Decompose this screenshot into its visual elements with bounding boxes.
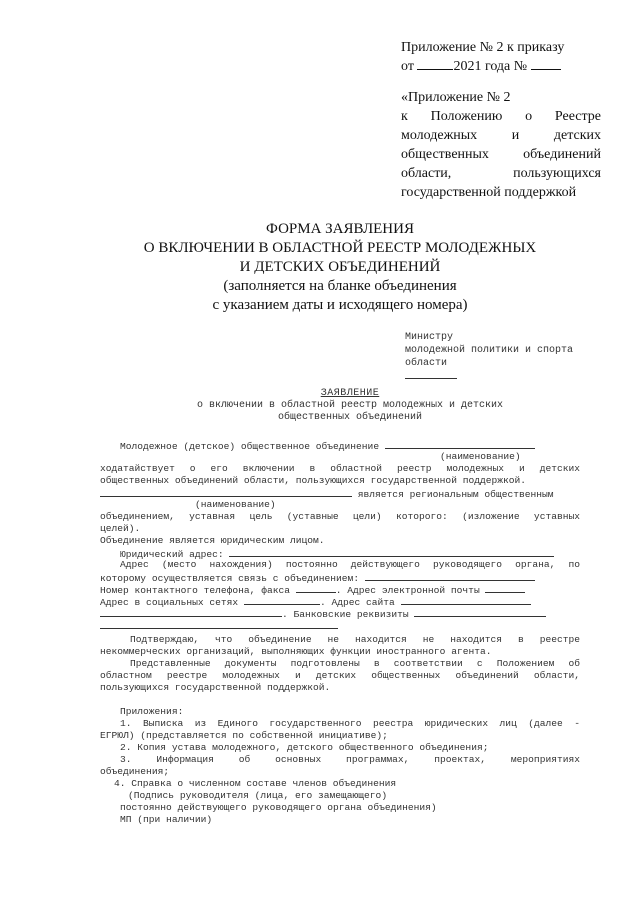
appendix-line1: Приложение № 2 к приказу <box>401 40 565 55</box>
statement-sub-2: общественных объединений <box>277 412 423 423</box>
signature-line-1: (Подпись руководителя (лица, его замещающего) <box>128 790 388 801</box>
title-line-4: (заполняется на бланке объединения <box>223 278 457 294</box>
ref-line-6: государственной поддержкой <box>401 185 577 200</box>
title-line-2: О ВКЛЮЧЕНИИ В ОБЛАСТНОЙ РЕЕСТР МОЛОДЕЖНЫХ <box>143 240 537 256</box>
addressee <box>405 331 573 379</box>
appendix-reference <box>401 88 601 202</box>
confirm-line-2: некоммерческих организаций, выполняющих функции иностранного агента. <box>100 646 492 657</box>
addressee-line-1: Министру <box>405 332 454 343</box>
appendix-line2: от 2021 года № <box>401 57 564 76</box>
ref-line-5: области, пользующихся <box>401 166 601 181</box>
ref-line-1: «Приложение № 2 <box>401 90 511 105</box>
body-line-12: Адрес в социальных сетях . Адрес сайта <box>100 595 580 609</box>
docs-line-2: областном реестре молодежных и детских общественных объединений области, <box>100 670 580 681</box>
website-blank <box>401 595 531 605</box>
attachment-3-line-2: объединения; <box>100 766 170 777</box>
body-line-9: Адрес (место нахождения) постоянно действующего руководящего органа, по <box>120 559 580 570</box>
body-line-3: общественных объединений области, пользующихся государственной поддержкой. <box>100 475 527 486</box>
form-title <box>120 220 560 315</box>
body-line-4: является региональным общественным <box>100 487 580 501</box>
org-name-blank <box>385 439 535 449</box>
docs-line-1: Представленные документы подготовлены в соответствии с Положением об <box>130 658 580 669</box>
body-line-8: Юридический адрес: <box>120 547 580 561</box>
attachment-2: 2. Копия устава молодежного, детского общественного объединения; <box>120 742 489 753</box>
date-blank <box>417 69 453 70</box>
statement-heading <box>150 388 550 424</box>
bank-blank-3 <box>100 619 338 629</box>
statement-title: ЗАЯВЛЕНИЕ <box>320 388 380 399</box>
title-line-3: И ДЕТСКИХ ОБЪЕДИНЕНИЙ <box>239 259 441 275</box>
addressee-blank <box>405 370 457 379</box>
phone-blank <box>296 583 336 593</box>
confirm-line-1: Подтверждаю, что объединение не находится не находится в реестре <box>130 634 580 645</box>
body-line-2: ходатайствует о его включении в областной реестр молодежных и детских <box>100 463 580 474</box>
attachment-1-line-2: ЕГРЮЛ) (представляется по собственной инициативе); <box>100 730 388 741</box>
attachment-1-line-1: 1. Выписка из Единого государственного реестра юридических лиц (далее - <box>120 718 580 729</box>
org-name-note: (наименование) <box>440 451 521 462</box>
email-blank <box>485 583 525 593</box>
attachment-4: 4. Справка о численном составе членов объединения <box>114 778 397 789</box>
body-line-6: целей). <box>100 523 141 534</box>
body-line-10: которому осуществляется связь с объединением: <box>100 571 580 585</box>
body-line-7: Объединение является юридическим лицом. <box>100 535 325 546</box>
addressee-line-3: области <box>405 358 448 369</box>
ref-line-4: общественных объединений <box>401 147 601 162</box>
body-line-13: . Банковские реквизиты <box>100 607 580 621</box>
bank-blank-1 <box>100 607 282 617</box>
body-line-14 <box>100 619 580 633</box>
title-line-5: с указанием даты и исходящего номера) <box>212 297 468 313</box>
legal-address-blank <box>229 547 554 557</box>
ref-line-3: молодежных и детских <box>401 128 601 143</box>
region-name-blank <box>100 487 352 497</box>
bank-blank-2 <box>414 607 546 617</box>
docs-line-3: пользующихся государственной поддержкой. <box>100 682 331 693</box>
social-blank <box>244 595 320 605</box>
ref-line-2: к Положению о Реестре <box>401 109 601 124</box>
title-line-1: ФОРМА ЗАЯВЛЕНИЯ <box>266 221 414 237</box>
attachments-heading: Приложения: <box>120 706 184 717</box>
attachment-3-line-1: 3. Информация об основных программах, проектах, мероприятиях <box>120 754 580 765</box>
body-line-1: Молодежное (детское) общественное объединение <box>120 439 580 453</box>
body-line-11: Номер контактного телефона, факса . Адрес электронной почты <box>100 583 580 597</box>
statement-sub-1: о включении в областной реестр молодежных и детских <box>196 400 504 411</box>
contact-address-blank <box>365 571 535 581</box>
addressee-line-2: молодежной политики и спорта <box>405 345 574 356</box>
region-name-note: (наименование) <box>195 499 276 510</box>
number-blank <box>531 69 561 70</box>
body-line-5: объединением, уставная цель (уставные цели) которого: (изложение уставных <box>100 511 580 522</box>
seal-note: МП (при наличии) <box>120 814 213 825</box>
appendix-header <box>401 38 564 76</box>
signature-line-2: постоянно действующего руководящего органа объединения) <box>120 802 437 813</box>
